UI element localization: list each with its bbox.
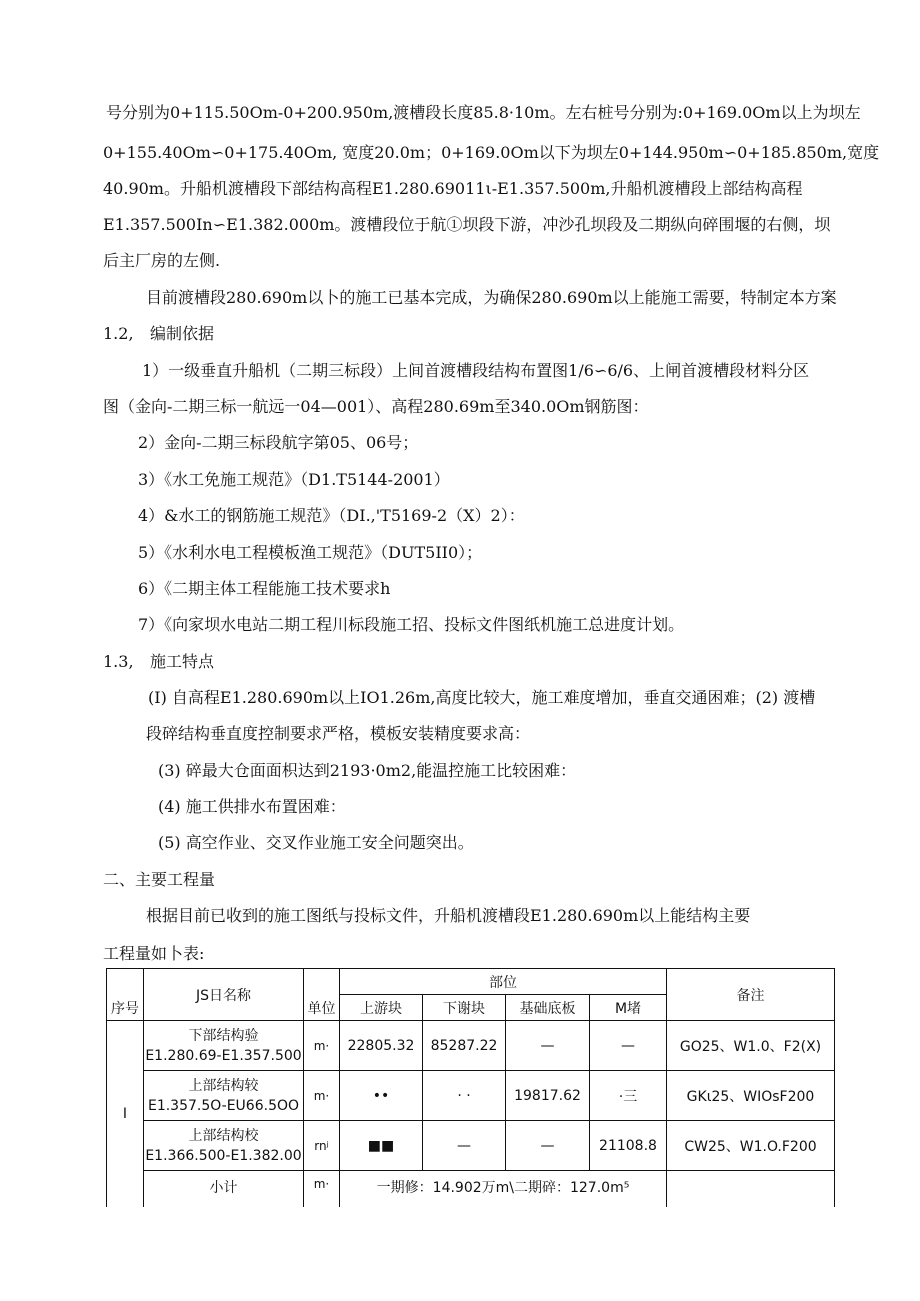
- value-cell: —: [506, 1121, 590, 1171]
- section-title: 编制依据: [150, 324, 215, 343]
- header-sub: M堵: [590, 995, 667, 1021]
- value-cell: 21108.8: [590, 1121, 667, 1171]
- feature-line: (I) 自高程E1.280.690m以上IO1.26m,高度比较大，施工难度增加，垂直交通困难；(2) 渡槽: [148, 688, 816, 707]
- subtotal-unit: m·: [304, 1171, 340, 1207]
- table-row: [107, 1021, 835, 1071]
- unit-cell: m·: [304, 1071, 340, 1121]
- note-cell: GO25、W1.0、F2(X): [667, 1021, 835, 1071]
- subtotal-note: [667, 1171, 835, 1207]
- value-cell: 85287.22: [423, 1021, 506, 1071]
- item-name-cell: [144, 1021, 304, 1071]
- header-sub: 上游块: [340, 995, 423, 1021]
- basis-line: 6）《二期主体工程能施工技术要求h: [138, 579, 391, 598]
- item-elevation: E1.280.69-E1.357.500: [145, 1047, 302, 1064]
- value-cell: ••: [340, 1071, 423, 1121]
- value-cell: 22805.32: [340, 1021, 423, 1071]
- note-cell: CW25、W1.O.F200: [667, 1121, 835, 1171]
- basis-line: 3）《水工免施工规范》（D1.T5144-2001）: [138, 470, 450, 489]
- header-sub: 基础底板: [506, 995, 590, 1021]
- section-heading: 二、主要工程量: [103, 870, 216, 889]
- item-name-cell: [144, 1071, 304, 1121]
- table-row: [107, 1121, 835, 1171]
- value-cell: ·三: [590, 1071, 667, 1121]
- subtotal-value: 一期修：14.902万m\二期碎：127.0m⁵: [340, 1171, 667, 1207]
- subtotal-label: 小计: [144, 1171, 304, 1207]
- intro-line: 工程量如卜表:: [103, 944, 205, 963]
- feature-line: (5) 高空作业、交叉作业施工安全问题突出。: [158, 833, 474, 852]
- header-part: 部位: [340, 969, 667, 995]
- intro-line: 根据目前已收到的施工图纸与投标文件，升船机渡槽段E1.280.690m以上能结构主要: [146, 906, 751, 925]
- basis-line: 4）&水工的钢筋施工规范》（DI.,'T5169-2（X）2）：: [138, 506, 525, 525]
- subtotal-row: [107, 1171, 835, 1207]
- item-elevation: E1.366.500-E1.382.00: [145, 1147, 302, 1164]
- section-title: 施工特点: [150, 652, 215, 671]
- paragraph-line: E1.357.500In∽E1.382.000m。渡槽段位于航①坝段下游，冲沙孔坝段及二期纵向碎围堰的右侧，坝: [103, 215, 831, 234]
- item-name: 上部结构校: [188, 1127, 259, 1144]
- value-cell: —: [506, 1021, 590, 1071]
- section-number: 1.3,: [103, 652, 134, 671]
- feature-line: (3) 碎最大仓面面枳达到2193·0m2,能温控施工比较困难：: [158, 761, 577, 780]
- value-cell: ■■: [340, 1121, 423, 1171]
- feature-line: 段碎结构垂直度控制要求严格，模板安装精度要求高：: [146, 724, 531, 743]
- unit-cell: rnʲ: [304, 1121, 340, 1171]
- basis-line: 5）《水利水电工程模板渔工规范》（DUT5II0）；: [138, 543, 483, 562]
- feature-line: (4) 施工供排水布置困难：: [158, 797, 346, 816]
- item-name-cell: [144, 1121, 304, 1171]
- note-cell: GKι25、WIOsF200: [667, 1071, 835, 1121]
- header-seq: 序号: [107, 969, 144, 1021]
- unit-cell: m·: [304, 1021, 340, 1071]
- header-note: 备注: [667, 969, 835, 1021]
- seq-cell: I: [107, 1021, 144, 1207]
- item-name: 下部结构验: [188, 1027, 259, 1044]
- header-unit: 单位: [304, 969, 340, 1021]
- paragraph-line: 目前渡槽段280.690m以卜的施工已基本完成，为确保280.690m以上能施工需要，特制定本方案: [146, 288, 837, 307]
- basis-line: 1）一级垂直升船机（二期三标段）上间首渡槽段结构布置图1/6∽6/6、上闸首渡槽段材料分区: [142, 361, 810, 380]
- header-name: JS日名称: [144, 969, 304, 1021]
- section-number: 1.2,: [103, 324, 134, 343]
- basis-line: 7）《向家坝水电站二期工程川标段施工招、投标文件图纸机施工总进度计划。: [138, 615, 685, 634]
- item-elevation: E1.357.5O-EU66.5OO: [147, 1097, 300, 1114]
- table-row: [107, 1071, 835, 1121]
- value-cell: —: [423, 1121, 506, 1171]
- paragraph-line: 0+155.40Om∽0+175.40Om, 宽度20.0m；0+169.0Om以下为坝左0+144.950m∽0+185.850m,宽度: [103, 143, 880, 162]
- paragraph-line: 后主厂房的左侧.: [103, 251, 221, 270]
- quantities-table: [106, 968, 835, 1207]
- basis-line: 图（金向-二期三标一航远一04—001）、高程280.69m至340.0Om钢筋图：: [103, 397, 649, 416]
- paragraph-line: 号分别为0+115.50Om-0+200.950m,渡槽段长度85.8·10m。左右桩号分别为:0+169.0Om以上为坝左: [106, 103, 861, 122]
- item-name: 上部结构较: [188, 1077, 259, 1094]
- value-cell: 19817.62: [506, 1071, 590, 1121]
- paragraph-line: 40.90m。升船机渡槽段下部结构高程E1.280.69011ι-E1.357.500m,升船机渡槽段上部结构高程: [103, 179, 803, 198]
- header-sub: 下谢块: [423, 995, 506, 1021]
- value-cell: —: [590, 1021, 667, 1071]
- value-cell: · ·: [423, 1071, 506, 1121]
- basis-line: 2）金向-二期三标段航字第05、06号；: [138, 433, 419, 452]
